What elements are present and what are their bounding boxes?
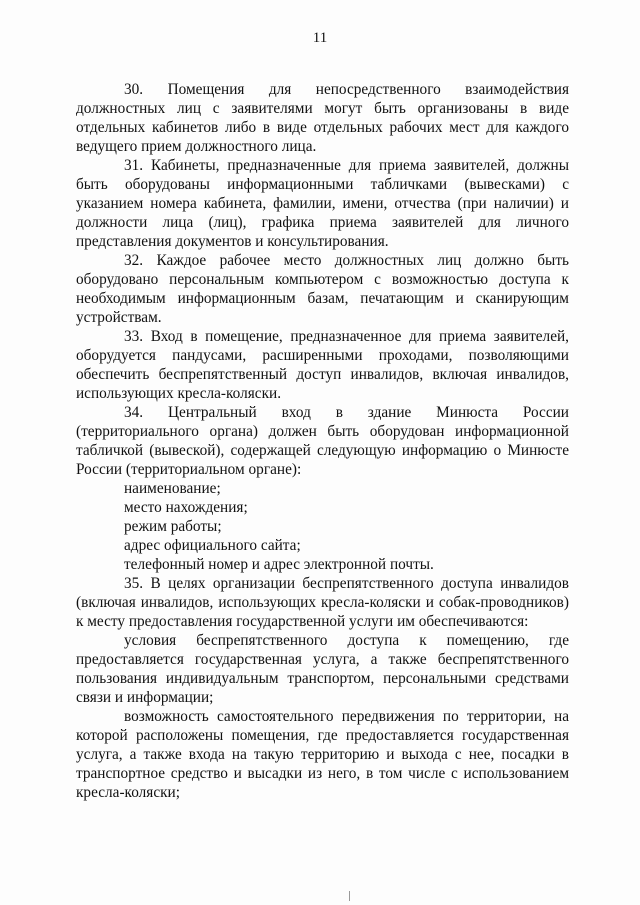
paragraph-35-conditions: условия беспрепятственного доступа к помещению, где предоставляется государственная услуга, а также беспрепятственного пользования индивидуальным транспортом, персональными средствами связи и информации; (76, 632, 569, 706)
paragraph-32: 32. Каждое рабочее место должностных лиц должно быть оборудовано персональным компьютером с возможностью доступа к необходимым информационным базам, печатающим и сканирующим устройствам. (76, 252, 569, 326)
list-item-location: место нахождения; (124, 499, 248, 516)
paragraph-31: 31. Кабинеты, предназначенные для приема заявителей, должны быть оборудованы информационными табличками (вывесками) с указанием номера кабинета, фамилии, имени, отчества (при наличии) и должности лица (лиц), графика приема заявителей для личного представления документов и консультирования. (76, 157, 569, 250)
list-item-name: наименование; (124, 480, 221, 497)
page-number: 11 (312, 30, 328, 46)
list-item-contacts: телефонный номер и адрес электронной почты. (124, 556, 434, 573)
list-item-website: адрес официального сайта; (124, 537, 301, 554)
scan-mark (349, 891, 350, 901)
paragraph-34: 34. Центральный вход в здание Минюста России (территориального органа) должен быть оборудован информационной табличкой (вывеской), содержащей следующую информацию о Минюсте России (территориальном органе): (76, 404, 569, 478)
document-body (76, 80, 569, 802)
list-item-schedule: режим работы; (124, 518, 222, 535)
paragraph-35-movement: возможность самостоятельного передвижения по территории, на которой расположены помещения, где предоставляется государственная услуга, а также входа на такую территорию и выхода с нее, посадки в транспортное средство и высадки из него, в том числе с использованием кресла-коляски; (76, 708, 569, 801)
paragraph-33: 33. Вход в помещение, предназначенное для приема заявителей, оборудуется пандусами, расширенными проходами, позволяющими обеспечить беспрепятственный доступ инвалидов, включая инвалидов, использующих кресла-коляски. (76, 328, 569, 402)
paragraph-35: 35. В целях организации беспрепятственного доступа инвалидов (включая инвалидов, использующих кресла-коляски и собак-проводников) к месту предоставления государственной услуги им обеспечиваются: (76, 575, 569, 630)
paragraph-30: 30. Помещения для непосредственного взаимодействия должностных лиц с заявителями могут быть организованы в виде отдельных кабинетов либо в виде отдельных рабочих мест для каждого ведущего прием должностного лица. (76, 81, 569, 155)
